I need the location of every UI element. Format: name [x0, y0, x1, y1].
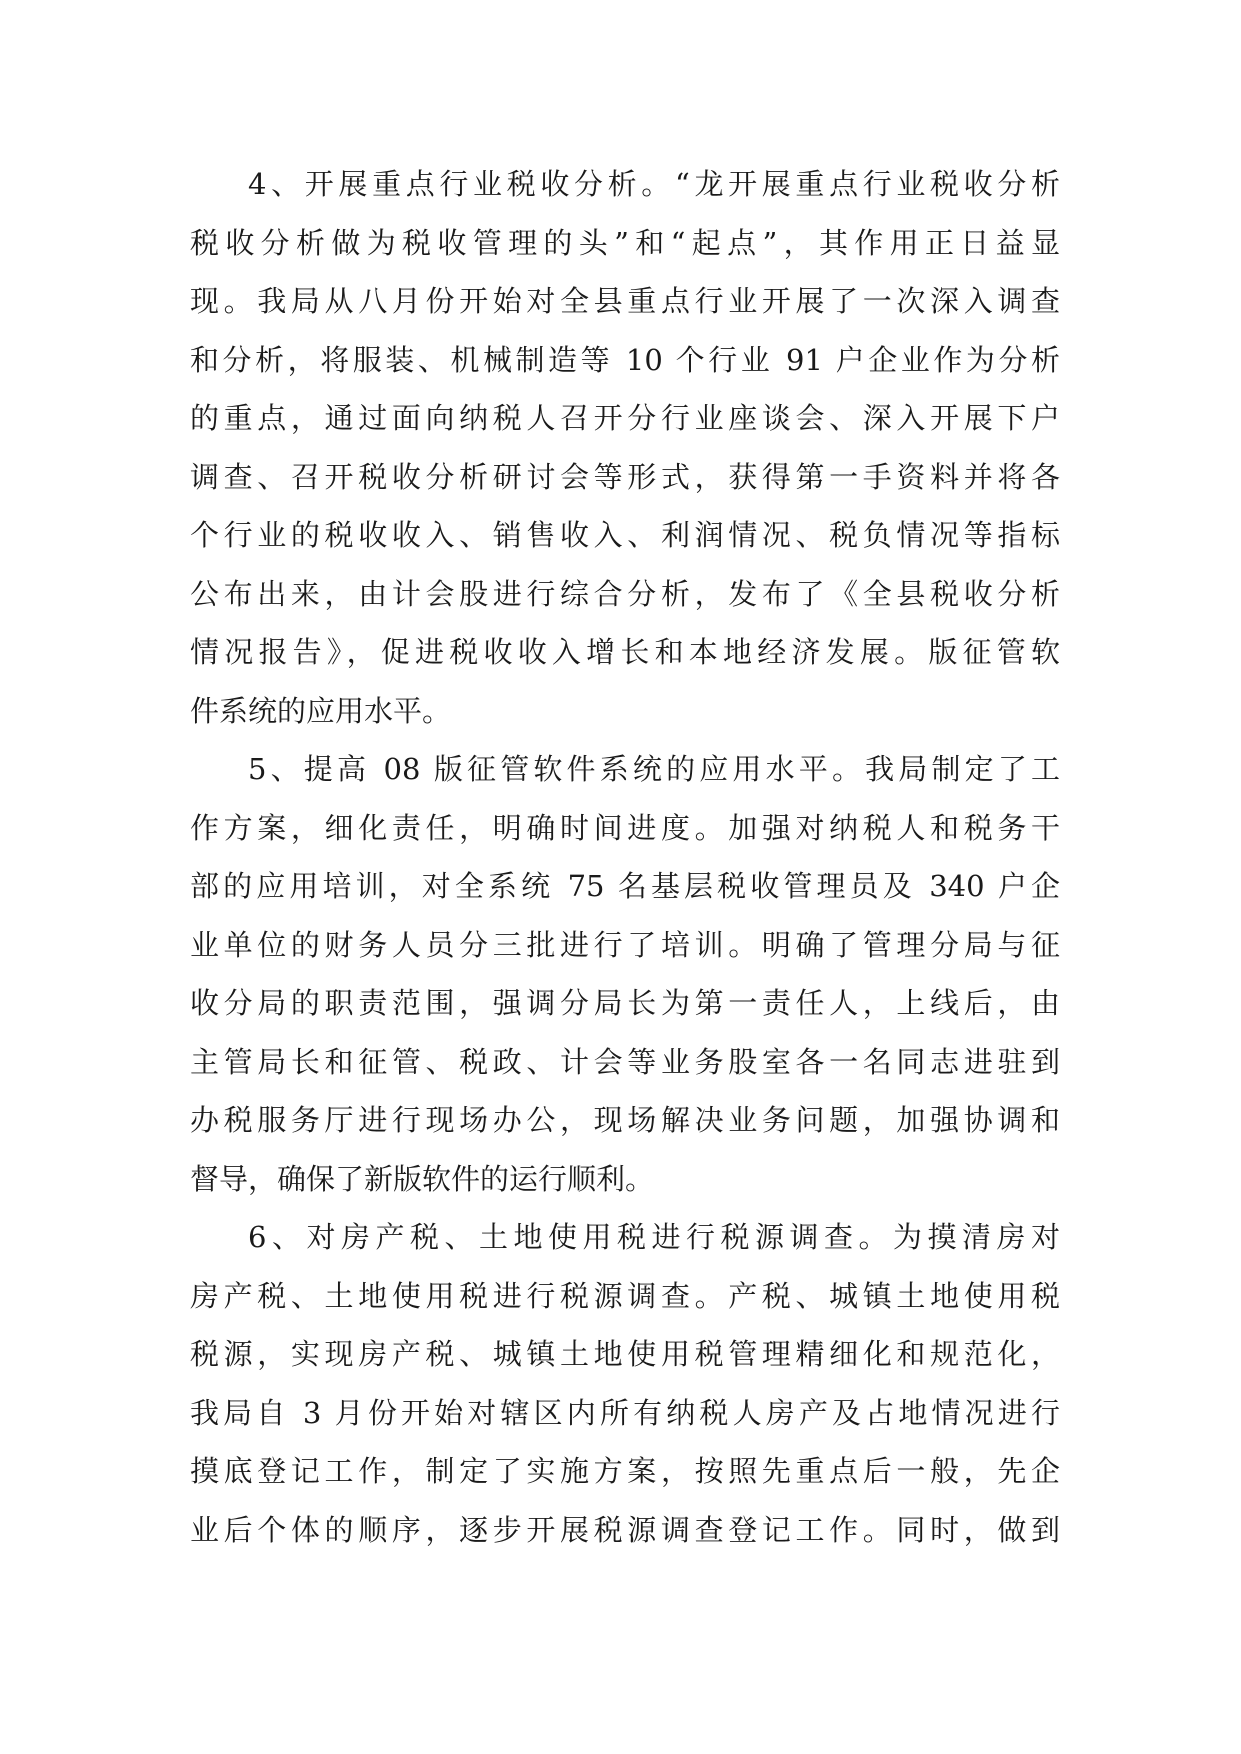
document-body [190, 155, 1060, 1559]
paragraph-4-line-7: 个行业的税收收入、销售收入、利润情况、税负情况等指标 [190, 518, 1060, 552]
paragraph-4-line-2: 税收分析做为税收管理的头”和“起点”，其作用正日益显 [190, 225, 1060, 260]
paragraph-4-line-9: 情况报告》，促进税收收入增长和本地经济发展。版征管软 [190, 635, 1060, 669]
paragraph-5-line-5: 收分局的职责范围，强调分局长为第一责任人，上线后，由 [190, 986, 1060, 1020]
paragraph-5-line-1: 5、提高 08 版征管软件系统的应用水平。我局制定了工 [248, 752, 1060, 786]
paragraph-5-line-2: 作方案，细化责任，明确时间进度。加强对纳税人和税务干 [190, 810, 1060, 845]
paragraph-6-line-3: 税源，实现房产税、城镇土地使用税管理精细化和规范化， [190, 1337, 1060, 1371]
paragraph-4-line-6: 调查、召开税收分析研讨会等形式，获得第一手资料并将各 [190, 459, 1060, 494]
paragraph-6-line-1: 6、对房产税、土地使用税进行税源调查。为摸清房对 [248, 1220, 1060, 1254]
paragraph-6-line-6: 业后个体的顺序，逐步开展税源调查登记工作。同时，做到 [190, 1512, 1060, 1547]
paragraph-6-line-5: 摸底登记工作，制定了实施方案，按照先重点后一般，先企 [190, 1454, 1060, 1488]
paragraph-4-line-3: 现。我局从八月份开始对全县重点行业开展了一次深入调查 [190, 284, 1060, 318]
paragraph-5-line-4: 业单位的财务人员分三批进行了培训。明确了管理分局与征 [190, 927, 1060, 962]
paragraph-4-line-4: 和分析，将服装、机械制造等 10 个行业 91 户企业作为分析 [190, 342, 1060, 377]
paragraph-4-line-8: 公布出来，由计会股进行综合分析，发布了《全县税收分析 [190, 576, 1060, 611]
paragraph-4-line-1: 4、开展重点行业税收分析。“龙开展重点行业税收分析 [248, 167, 1060, 201]
paragraph-4-line-10: 件系统的应用水平。 [190, 693, 452, 728]
paragraph-4-line-5: 的重点，通过面向纳税人召开分行业座谈会、深入开展下户 [190, 401, 1060, 435]
paragraph-5-line-7: 办税服务厅进行现场办公，现场解决业务问题，加强协调和 [190, 1103, 1060, 1137]
paragraph-5-line-6: 主管局长和征管、税政、计会等业务股室各一名同志进驻到 [190, 1044, 1060, 1079]
paragraph-5-line-3: 部的应用培训，对全系统 75 名基层税收管理员及 340 户企 [190, 869, 1060, 903]
paragraph-6-line-4: 我局自 3 月份开始对辖区内所有纳税人房产及占地情况进行 [190, 1395, 1060, 1430]
paragraph-6-line-2: 房产税、土地使用税进行税源调查。产税、城镇土地使用税 [190, 1278, 1060, 1313]
paragraph-5-line-8: 督导，确保了新版软件的运行顺利。 [190, 1161, 655, 1196]
